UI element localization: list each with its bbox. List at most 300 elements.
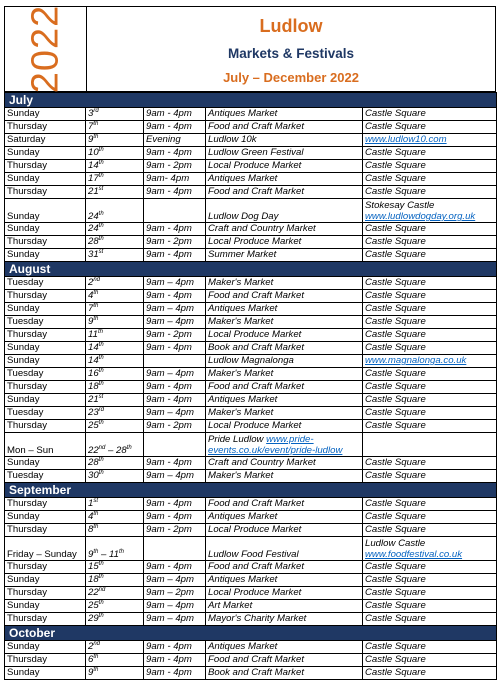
venue-name: Castle Square — [365, 186, 426, 197]
venue-cell — [363, 236, 497, 249]
table-row — [5, 667, 497, 680]
day-cell: Thursday — [5, 561, 86, 574]
table-row — [5, 199, 497, 223]
date-cell — [86, 147, 144, 160]
event-cell — [206, 600, 363, 613]
date-value: 18 — [88, 574, 99, 585]
day-cell: Friday – Sunday — [5, 537, 86, 561]
venue-link[interactable]: www.foodfestival.co.uk — [365, 549, 463, 560]
day-cell: Thursday — [5, 654, 86, 667]
venue-cell — [363, 199, 497, 223]
table-row — [5, 147, 497, 160]
date-value: 21 — [88, 394, 99, 405]
venue-name: Castle Square — [365, 600, 426, 611]
date-cell — [86, 394, 144, 407]
event-cell — [206, 134, 363, 147]
venue-name: Castle Square — [365, 236, 426, 247]
page-title: Ludlow — [259, 15, 323, 36]
venue-cell — [363, 524, 497, 537]
table-row — [5, 561, 497, 574]
time-cell: 9am - 4pm — [144, 654, 206, 667]
venue-name: Castle Square — [365, 587, 426, 598]
table-row — [5, 524, 497, 537]
event-cell — [206, 613, 363, 626]
date-suffix: th — [93, 134, 99, 140]
day-cell: Thursday — [5, 498, 86, 511]
table-row — [5, 316, 497, 329]
date-suffix: rd — [93, 108, 99, 114]
date-value: 8 — [88, 524, 94, 535]
event-cell — [206, 223, 363, 236]
event-cell — [206, 355, 363, 368]
table-row — [5, 108, 497, 121]
venue-cell — [363, 108, 497, 121]
event-name: Antiques Market — [208, 108, 278, 119]
venue-link[interactable]: www.ludlowdogday.org.uk — [365, 211, 476, 222]
table-row — [5, 303, 497, 316]
event-cell — [206, 277, 363, 290]
date-suffix: th — [98, 613, 104, 619]
event-name: Local Produce Market — [208, 420, 302, 431]
date-cell — [86, 223, 144, 236]
month-label: August — [5, 262, 497, 277]
date-cell — [86, 368, 144, 381]
schedule-page — [4, 6, 496, 680]
venue-name: Castle Square — [365, 470, 426, 481]
venue-cell — [363, 433, 497, 457]
event-cell — [206, 329, 363, 342]
day-cell: Tuesday — [5, 470, 86, 483]
table-row — [5, 654, 497, 667]
date-suffix: th — [98, 457, 104, 463]
date-value: 7 — [88, 303, 94, 314]
date-suffix: nd — [98, 587, 106, 593]
time-cell: 9am – 2pm — [144, 587, 206, 600]
day-cell: Sunday — [5, 355, 86, 368]
venue-cell — [363, 394, 497, 407]
date-cell — [86, 108, 144, 121]
event-cell — [206, 173, 363, 186]
table-row — [5, 420, 497, 433]
date-cell — [86, 654, 144, 667]
venue-name: Castle Square — [365, 160, 426, 171]
month-header — [5, 262, 497, 277]
table-row — [5, 587, 497, 600]
day-cell: Thursday — [5, 236, 86, 249]
venue-name: Castle Square — [365, 121, 426, 132]
date-value: 18 — [88, 381, 99, 392]
date-cell — [86, 587, 144, 600]
venue-cell — [363, 368, 497, 381]
date-cell — [86, 342, 144, 355]
day-cell: Sunday — [5, 173, 86, 186]
event-cell — [206, 407, 363, 420]
date-suffix: th — [98, 600, 104, 606]
date-suffix: nd — [93, 277, 101, 283]
date-suffix: th — [98, 147, 104, 153]
event-name: Food and Craft Market — [208, 498, 304, 509]
date-cell — [86, 641, 144, 654]
venue-name: Castle Square — [365, 654, 426, 665]
date-suffix: th — [93, 121, 99, 127]
venue-name: Ludlow Castle — [365, 538, 426, 549]
time-cell — [144, 537, 206, 561]
date-value: 21 — [88, 186, 99, 197]
time-cell — [144, 433, 206, 457]
time-cell: 9am - 4pm — [144, 511, 206, 524]
venue-name: Castle Square — [365, 249, 426, 260]
date-suffix: th — [98, 368, 104, 374]
event-name: Antiques Market — [208, 303, 278, 314]
venue-cell — [363, 303, 497, 316]
venue-cell — [363, 537, 497, 561]
venue-link[interactable]: www.magnalonga.co.uk — [365, 355, 467, 366]
venue-name: Castle Square — [365, 316, 426, 327]
month-label: July — [5, 93, 497, 108]
time-cell: 9am - 2pm — [144, 236, 206, 249]
date-suffix: th — [93, 316, 99, 322]
date-cell: 9th – 11th — [86, 537, 144, 561]
day-cell: Tuesday — [5, 277, 86, 290]
day-cell: Tuesday — [5, 407, 86, 420]
table-row — [5, 574, 497, 587]
venue-name: Castle Square — [365, 420, 426, 431]
venue-cell — [363, 613, 497, 626]
time-cell: 9am - 4pm — [144, 457, 206, 470]
event-name: Food and Craft Market — [208, 121, 304, 132]
table-row — [5, 186, 497, 199]
day-cell: Sunday — [5, 303, 86, 316]
table-row — [5, 537, 497, 561]
day-cell: Thursday — [5, 613, 86, 626]
event-name: Summer Market — [208, 249, 277, 260]
venue-cell — [363, 342, 497, 355]
table-row — [5, 277, 497, 290]
venue-cell — [363, 381, 497, 394]
venue-name: Castle Square — [365, 457, 426, 468]
day-cell: Sunday — [5, 574, 86, 587]
date-value: 14 — [88, 355, 99, 366]
date-suffix: th — [93, 654, 99, 660]
date-cell — [86, 457, 144, 470]
event-name: Local Produce Market — [208, 524, 302, 535]
event-name: Antiques Market — [208, 574, 278, 585]
venue-name: Castle Square — [365, 173, 426, 184]
date-value: 16 — [88, 368, 99, 379]
event-cell — [206, 457, 363, 470]
date-suffix: st — [93, 498, 99, 504]
venue-cell — [363, 561, 497, 574]
date-suffix: st — [98, 249, 104, 255]
date-cell — [86, 667, 144, 680]
venue-cell — [363, 316, 497, 329]
event-name: Ludlow Green Festival — [208, 147, 304, 158]
event-name: Maker's Market — [208, 277, 274, 288]
venue-cell — [363, 186, 497, 199]
time-cell: 9am- 4pm — [144, 173, 206, 186]
date-value: 10 — [88, 147, 99, 158]
event-cell — [206, 381, 363, 394]
day-cell: Thursday — [5, 381, 86, 394]
venue-name: Castle Square — [365, 641, 426, 652]
date-value: 28 — [88, 236, 99, 247]
event-name: Local Produce Market — [208, 160, 302, 171]
time-cell: 9am - 2pm — [144, 160, 206, 173]
time-cell: 9am - 4pm — [144, 667, 206, 680]
event-name: Ludlow Magnalonga — [208, 355, 294, 366]
date-cell — [86, 160, 144, 173]
date-suffix: th — [98, 236, 104, 242]
event-name: Book and Craft Market — [208, 667, 304, 678]
day-cell: Sunday — [5, 108, 86, 121]
date-value: 9 — [88, 667, 94, 678]
table-row — [5, 134, 497, 147]
event-name: Food and Craft Market — [208, 186, 304, 197]
table-row — [5, 355, 497, 368]
date-suffix: th — [98, 211, 104, 217]
time-cell: Evening — [144, 134, 206, 147]
event-name: Ludlow Food Festival — [208, 549, 299, 560]
date-cell — [86, 524, 144, 537]
time-cell: 9am – 4pm — [144, 303, 206, 316]
venue-name: Castle Square — [365, 147, 426, 158]
venue-name: Castle Square — [365, 368, 426, 379]
venue-name: Castle Square — [365, 667, 426, 678]
venue-cell — [363, 457, 497, 470]
day-cell: Sunday — [5, 667, 86, 680]
date-cell — [86, 381, 144, 394]
date-suffix: st — [98, 394, 104, 400]
event-link[interactable]: www.pride-events.co.uk/event/pride-ludlow — [208, 434, 343, 456]
venue-cell — [363, 587, 497, 600]
date-suffix: th — [98, 420, 104, 426]
venue-name: Castle Square — [365, 290, 426, 301]
table-row — [5, 641, 497, 654]
venue-cell — [363, 511, 497, 524]
date-value: 11 — [88, 329, 98, 340]
event-name: Food and Craft Market — [208, 290, 304, 301]
venue-cell — [363, 249, 497, 262]
events-table — [4, 92, 497, 680]
table-row — [5, 457, 497, 470]
date-suffix: th — [98, 160, 104, 166]
venue-name: Castle Square — [365, 394, 426, 405]
time-cell: 9am - 4pm — [144, 186, 206, 199]
date-end-value: 28 — [116, 445, 127, 456]
date-cell — [86, 236, 144, 249]
date-value: 3 — [88, 108, 94, 119]
day-cell: Sunday — [5, 600, 86, 613]
date-value: 31 — [88, 249, 99, 260]
table-row — [5, 290, 497, 303]
day-cell: Thursday — [5, 186, 86, 199]
month-header — [5, 626, 497, 641]
time-cell: 9am - 2pm — [144, 420, 206, 433]
day-cell: Saturday — [5, 134, 86, 147]
day-cell: Thursday — [5, 587, 86, 600]
event-cell — [206, 316, 363, 329]
date-suffix: st — [98, 186, 104, 192]
date-cell — [86, 613, 144, 626]
date-suffix: th — [93, 290, 99, 296]
venue-link[interactable]: www.ludlow10.com — [365, 134, 447, 145]
date-value: 4 — [88, 290, 94, 301]
venue-cell — [363, 223, 497, 236]
date-value: 2 — [88, 277, 94, 288]
date-value: 29 — [88, 613, 99, 624]
date-cell — [86, 470, 144, 483]
table-row — [5, 223, 497, 236]
event-cell — [206, 368, 363, 381]
event-name: Book and Craft Market — [208, 342, 304, 353]
venue-name: Castle Square — [365, 223, 426, 234]
date-suffix: th — [93, 549, 99, 555]
venue-name: Castle Square — [365, 561, 426, 572]
event-cell — [206, 511, 363, 524]
event-name: Local Produce Market — [208, 236, 302, 247]
event-cell — [206, 574, 363, 587]
date-value: 4 — [88, 511, 94, 522]
date-suffix: th — [98, 355, 104, 361]
date-value: 2 — [88, 641, 94, 652]
date-suffix: nd — [98, 445, 106, 451]
day-cell: Thursday — [5, 290, 86, 303]
time-cell: 9am - 4pm — [144, 498, 206, 511]
date-cell — [86, 186, 144, 199]
date-cell — [86, 420, 144, 433]
venue-cell — [363, 641, 497, 654]
time-cell: 9am - 4pm — [144, 381, 206, 394]
time-cell: 9am – 4pm — [144, 470, 206, 483]
date-end-value: 11 — [109, 549, 119, 560]
event-cell — [206, 303, 363, 316]
day-cell: Sunday — [5, 511, 86, 524]
date-cell — [86, 316, 144, 329]
day-cell: Tuesday — [5, 368, 86, 381]
venue-cell — [363, 574, 497, 587]
event-name: Pride Ludlow — [208, 434, 267, 445]
date-value: 17 — [88, 173, 99, 184]
venue-cell — [363, 654, 497, 667]
table-row — [5, 342, 497, 355]
month-header — [5, 483, 497, 498]
date-value: 14 — [88, 160, 99, 171]
event-name: Ludlow 10k — [208, 134, 257, 145]
date-cell — [86, 134, 144, 147]
event-cell — [206, 394, 363, 407]
page-period: July – December 2022 — [223, 69, 359, 85]
date-value: 23 — [88, 407, 99, 418]
time-cell: 9am – 4pm — [144, 368, 206, 381]
event-name: Antiques Market — [208, 173, 278, 184]
event-cell — [206, 160, 363, 173]
day-cell: Sunday — [5, 641, 86, 654]
event-cell — [206, 249, 363, 262]
table-row — [5, 433, 497, 457]
event-name: Maker's Market — [208, 407, 274, 418]
date-suffix: th — [98, 223, 104, 229]
event-cell — [206, 147, 363, 160]
header — [4, 6, 496, 92]
day-cell: Thursday — [5, 420, 86, 433]
day-cell: Thursday — [5, 524, 86, 537]
event-cell — [206, 561, 363, 574]
time-cell: 9am - 4pm — [144, 342, 206, 355]
event-cell — [206, 199, 363, 223]
venue-cell — [363, 160, 497, 173]
day-cell: Thursday — [5, 329, 86, 342]
date-value: 14 — [88, 342, 99, 353]
venue-name: Castle Square — [365, 108, 426, 119]
date-suffix: th — [98, 342, 104, 348]
date-cell — [86, 277, 144, 290]
event-name: Food and Craft Market — [208, 654, 304, 665]
month-header — [5, 93, 497, 108]
title-cell — [87, 7, 495, 91]
time-cell: 9am – 4pm — [144, 277, 206, 290]
date-value: 24 — [88, 211, 99, 222]
day-cell: Sunday — [5, 249, 86, 262]
date-suffix: th — [93, 667, 99, 673]
date-value: 9 — [88, 134, 94, 145]
event-cell — [206, 236, 363, 249]
date-value: 25 — [88, 420, 99, 431]
date-cell — [86, 303, 144, 316]
venue-cell — [363, 329, 497, 342]
time-cell: 9am - 4pm — [144, 249, 206, 262]
date-cell — [86, 249, 144, 262]
day-cell: Sunday — [5, 457, 86, 470]
venue-name: Castle Square — [365, 524, 426, 535]
table-row — [5, 368, 497, 381]
date-cell — [86, 498, 144, 511]
date-suffix: th — [98, 381, 104, 387]
event-cell — [206, 433, 363, 457]
date-suffix: th — [98, 173, 104, 179]
time-cell: 9am – 4pm — [144, 613, 206, 626]
venue-name: Castle Square — [365, 329, 426, 340]
venue-cell — [363, 355, 497, 368]
time-cell: 9am - 4pm — [144, 108, 206, 121]
day-cell: Sunday — [5, 223, 86, 236]
venue-name: Castle Square — [365, 511, 426, 522]
venue-name: Castle Square — [365, 574, 426, 585]
event-cell — [206, 290, 363, 303]
date-cell — [86, 329, 144, 342]
event-name: Food and Craft Market — [208, 561, 304, 572]
venue-name: Castle Square — [365, 498, 426, 509]
event-cell — [206, 342, 363, 355]
table-row — [5, 613, 497, 626]
date-value: 22 — [88, 587, 99, 598]
event-name: Antiques Market — [208, 641, 278, 652]
date-value: 15 — [88, 561, 99, 572]
event-name: Maker's Market — [208, 470, 274, 481]
date-cell — [86, 511, 144, 524]
venue-cell — [363, 134, 497, 147]
venue-cell — [363, 667, 497, 680]
venue-cell — [363, 470, 497, 483]
table-row — [5, 249, 497, 262]
date-suffix: th — [98, 574, 104, 580]
event-cell — [206, 186, 363, 199]
event-cell — [206, 420, 363, 433]
date-cell — [86, 355, 144, 368]
event-cell — [206, 108, 363, 121]
day-cell: Thursday — [5, 121, 86, 134]
table-row — [5, 381, 497, 394]
event-name: Food and Craft Market — [208, 381, 304, 392]
